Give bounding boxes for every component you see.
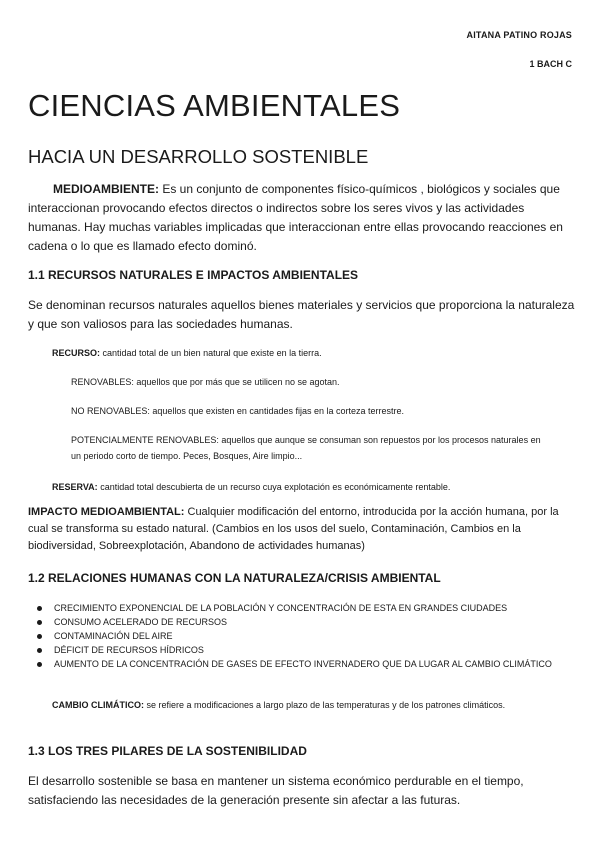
impacto-paragraph [28, 504, 573, 555]
intro-text: Es un conjunto de componentes físico-químicos , biológicos y sociales que interaccionan provocando efectos directos o indirectos sobre los seres vivos y las actividades humanas. Hay muchas variables implicadas que interaccionan entre ellas provocando reacciones en cadena o lo que es llamado efecto dominó. [28, 182, 563, 253]
course-label: 1 BACH C [529, 59, 572, 69]
section-3-paragraph: El desarrollo sostenible se basa en mantener un sistema económico perdurable en el tiempo, satisfaciendo las necesidades de la generación presente sin afectar a las futuras. [28, 774, 524, 807]
potencialmente-renovables-item: POTENCIALMENTE RENOVABLES: aquellos que aunque se consuman son repuestos por los procesos naturales en un periodo corto de tiempo. Peces, Bosques, Aire limpio... [71, 435, 541, 461]
section-1-paragraph: Se denominan recursos naturales aquellos bienes materiales y servicios que proporciona la naturaleza y que son valiosos para las sociedades humanas. [28, 298, 575, 331]
list-item: CRECIMIENTO EXPONENCIAL DE LA POBLACIÓN Y CONCENTRACIÓN DE ESTA EN GRANDES CIUDADES [28, 601, 568, 615]
list-item: AUMENTO DE LA CONCENTRACIÓN DE GASES DE EFECTO INVERNADERO QUE DA LUGAR AL CAMBIO CLIMÁTICO [28, 657, 568, 671]
section-3-heading: 1.3 LOS TRES PILARES DE LA SOSTENIBILIDAD [28, 744, 307, 758]
reserva-term: RESERVA: [52, 482, 98, 492]
no-renovables-item: NO RENOVABLES: aquellos que existen en cantidades fijas en la corteza terrestre. [71, 406, 405, 416]
list-item: CONTAMINACIÓN DEL AIRE [28, 629, 568, 643]
cambio-climatico-definition [52, 697, 527, 713]
cambio-climatico-text: se refiere a modificaciones a largo plazo de las temperaturas y de los patrones climáticos. [144, 700, 506, 710]
impacto-term: IMPACTO MEDIOAMBIENTAL: [28, 506, 185, 518]
page-subtitle: HACIA UN DESARROLLO SOSTENIBLE [28, 146, 369, 167]
recurso-text: cantidad total de un bien natural que existe en la tierra. [100, 348, 322, 358]
recurso-definition [52, 345, 572, 361]
list-item: DÉFICIT DE RECURSOS HÍDRICOS [28, 643, 568, 657]
author-name: AITANA PATINO ROJAS [466, 30, 572, 40]
section-2-heading: 1.2 RELACIONES HUMANAS CON LA NATURALEZA/CRISIS AMBIENTAL [28, 571, 441, 585]
section-1-heading: 1.1 RECURSOS NATURALES E IMPACTOS AMBIENTALES [28, 268, 359, 282]
reserva-text: cantidad total descubierta de un recurso cuya explotación es económicamente rentable. [97, 482, 451, 492]
crisis-bullet-list [28, 601, 568, 671]
impacto-text: Cualquier modificación del entorno, introducida por la acción humana, por la cual se transforma su estado natural. (Cambios en los usos del suelo, Contaminación, Cambios en la biodiversidad, Sobreexplotación, Abandono de actividades humanas) [28, 506, 559, 552]
intro-term: MEDIOAMBIENTE: [53, 182, 159, 196]
reserva-definition [52, 479, 572, 495]
cambio-climatico-term: CAMBIO CLIMÁTICO: [52, 700, 144, 710]
list-item: CONSUMO ACELERADO DE RECURSOS [28, 615, 568, 629]
renovables-item: RENOVABLES: aquellos que por más que se utilicen no se agotan. [71, 377, 340, 387]
intro-paragraph [28, 180, 578, 256]
recurso-term: RECURSO: [52, 348, 101, 358]
page-title: CIENCIAS AMBIENTALES [28, 88, 401, 123]
